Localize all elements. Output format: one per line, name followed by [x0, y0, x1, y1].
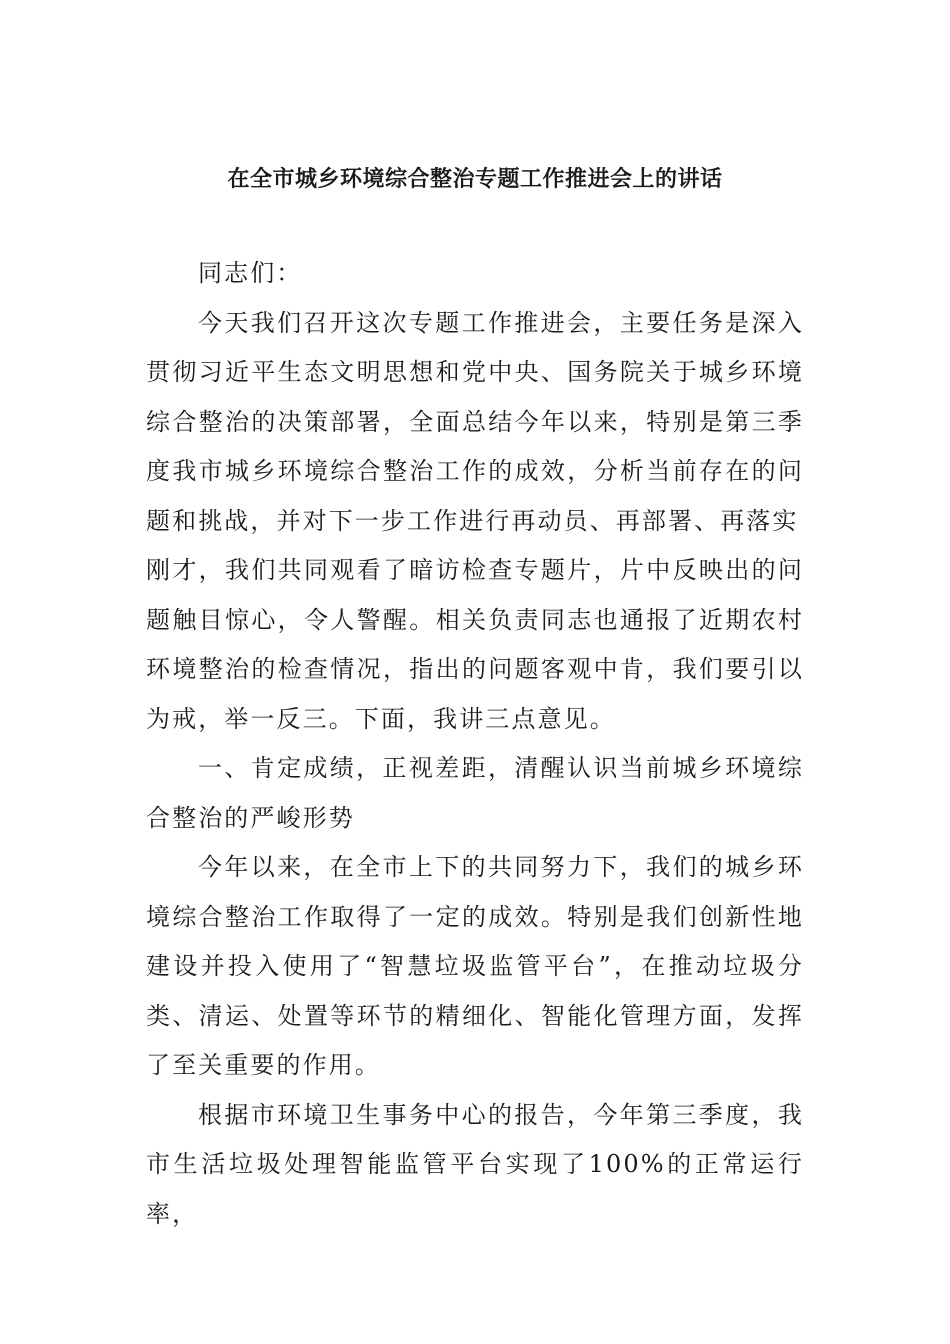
document-title: 在全市城乡环境综合整治专题工作推进会上的讲话	[227, 167, 723, 192]
paragraph-video-review: 刚才，我们共同观看了暗访检查专题片，片中反映出的问题触目惊心，令人警醒。相关负责同志也通报了近期农村环境整治的检查情况，指出的问题客观中肯，我们要引以为戒，举一反三。下面，我讲三点意见。	[146, 556, 804, 733]
paragraph-achievements: 今年以来，在全市上下的共同努力下，我们的城乡环境综合整治工作取得了一定的成效。特别是我们创新性地建设并投入使用了“智慧垃圾监管平台”，在推动垃圾分类、清运、处置等环节的精细化、智能化管理方面，发挥了至关重要的作用。	[146, 853, 804, 1079]
document-body	[146, 249, 804, 1239]
section-heading-one: 一、肯定成绩，正视差距，清醒认识当前城乡环境综合整治的严峻形势	[146, 754, 804, 832]
salutation: 同志们：	[198, 259, 303, 287]
paragraph-opening: 今天我们召开这次专题工作推进会，主要任务是深入贯彻习近平生态文明思想和党中央、国务院关于城乡环境综合整治的决策部署，全面总结今年以来，特别是第三季度我市城乡环境综合整治工作的成效，分析当前存在的问题和挑战，并对下一步工作进行再动员、再部署、再落实	[146, 308, 804, 535]
paragraph-report: 根据市环境卫生事务中心的报告，今年第三季度，我市生活垃圾处理智能监管平台实现了100%的正常运行率，	[146, 1100, 804, 1228]
